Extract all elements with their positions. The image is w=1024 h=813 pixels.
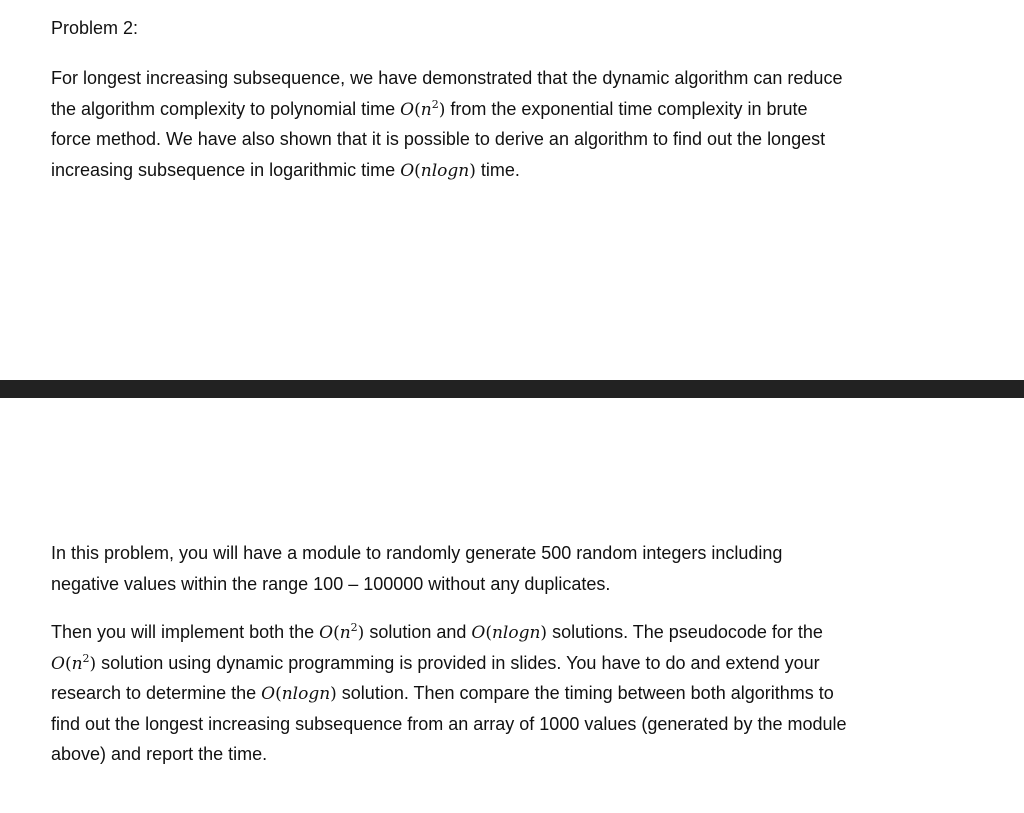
math-o-n-squared: $O(n^2)$ — [319, 621, 365, 643]
intro-line-2 — [51, 94, 951, 125]
intro-text: from the exponential time complexity in brute — [445, 98, 808, 119]
problem-title: Problem 2: — [51, 18, 139, 38]
impl-text: solution using dynamic programming is provided in slides. You have to do and extend your — [96, 652, 820, 673]
impl-line-2 — [51, 648, 951, 679]
intro-line-3 — [51, 124, 951, 155]
intro-text: increasing subsequence in logarithmic time — [51, 159, 401, 180]
implementation-paragraph — [51, 617, 951, 770]
math-o-nlogn: O(nlogn) — [471, 623, 548, 643]
task-line-1 — [51, 538, 951, 569]
math-o-n-squared: $O(n^2)$ — [51, 651, 97, 674]
intro-text: the algorithm complexity to polynomial time — [51, 98, 401, 119]
impl-text: research to determine the — [51, 683, 262, 703]
impl-line-1 — [51, 617, 951, 648]
intro-text: time. — [475, 159, 520, 180]
page-separator-bar — [0, 380, 1024, 398]
impl-text: solution. Then compare the timing between both algorithms to — [336, 683, 834, 703]
document-page-bottom — [0, 398, 1024, 813]
task-text: negative values within the range 100 – 100000 without any duplicates. — [51, 573, 611, 594]
task-paragraph — [51, 538, 951, 599]
impl-text: find out the longest increasing subsequence from an array of 1000 values (generated by the module — [51, 713, 847, 734]
intro-line-1 — [51, 63, 951, 94]
intro-line-4 — [51, 155, 951, 186]
intro-text: For longest increasing subsequence, we have demonstrated that the dynamic algorithm can reduce — [51, 68, 843, 88]
math-o-nlogn: O(nlogn) — [261, 684, 337, 704]
intro-text: force method. We have also shown that it is possible to derive an algorithm to find out the longest — [51, 129, 826, 149]
impl-text: solution and — [364, 622, 472, 642]
math-o-nlogn: O(nlogn) — [400, 160, 476, 181]
document-page-top — [0, 0, 1024, 380]
impl-text: above) and report the time. — [51, 744, 268, 764]
intro-paragraph — [51, 63, 951, 185]
impl-line-4 — [51, 709, 951, 740]
impl-text: solutions. The pseudocode for the — [547, 622, 823, 642]
task-line-2 — [51, 569, 951, 600]
impl-line-3 — [51, 678, 951, 709]
task-text: In this problem, you will have a module to randomly generate 500 random integers including — [51, 543, 783, 563]
impl-text: Then you will implement both the — [51, 622, 320, 642]
math-o-n-squared: $O(n^2)$ — [400, 97, 446, 120]
impl-line-5 — [51, 739, 951, 770]
